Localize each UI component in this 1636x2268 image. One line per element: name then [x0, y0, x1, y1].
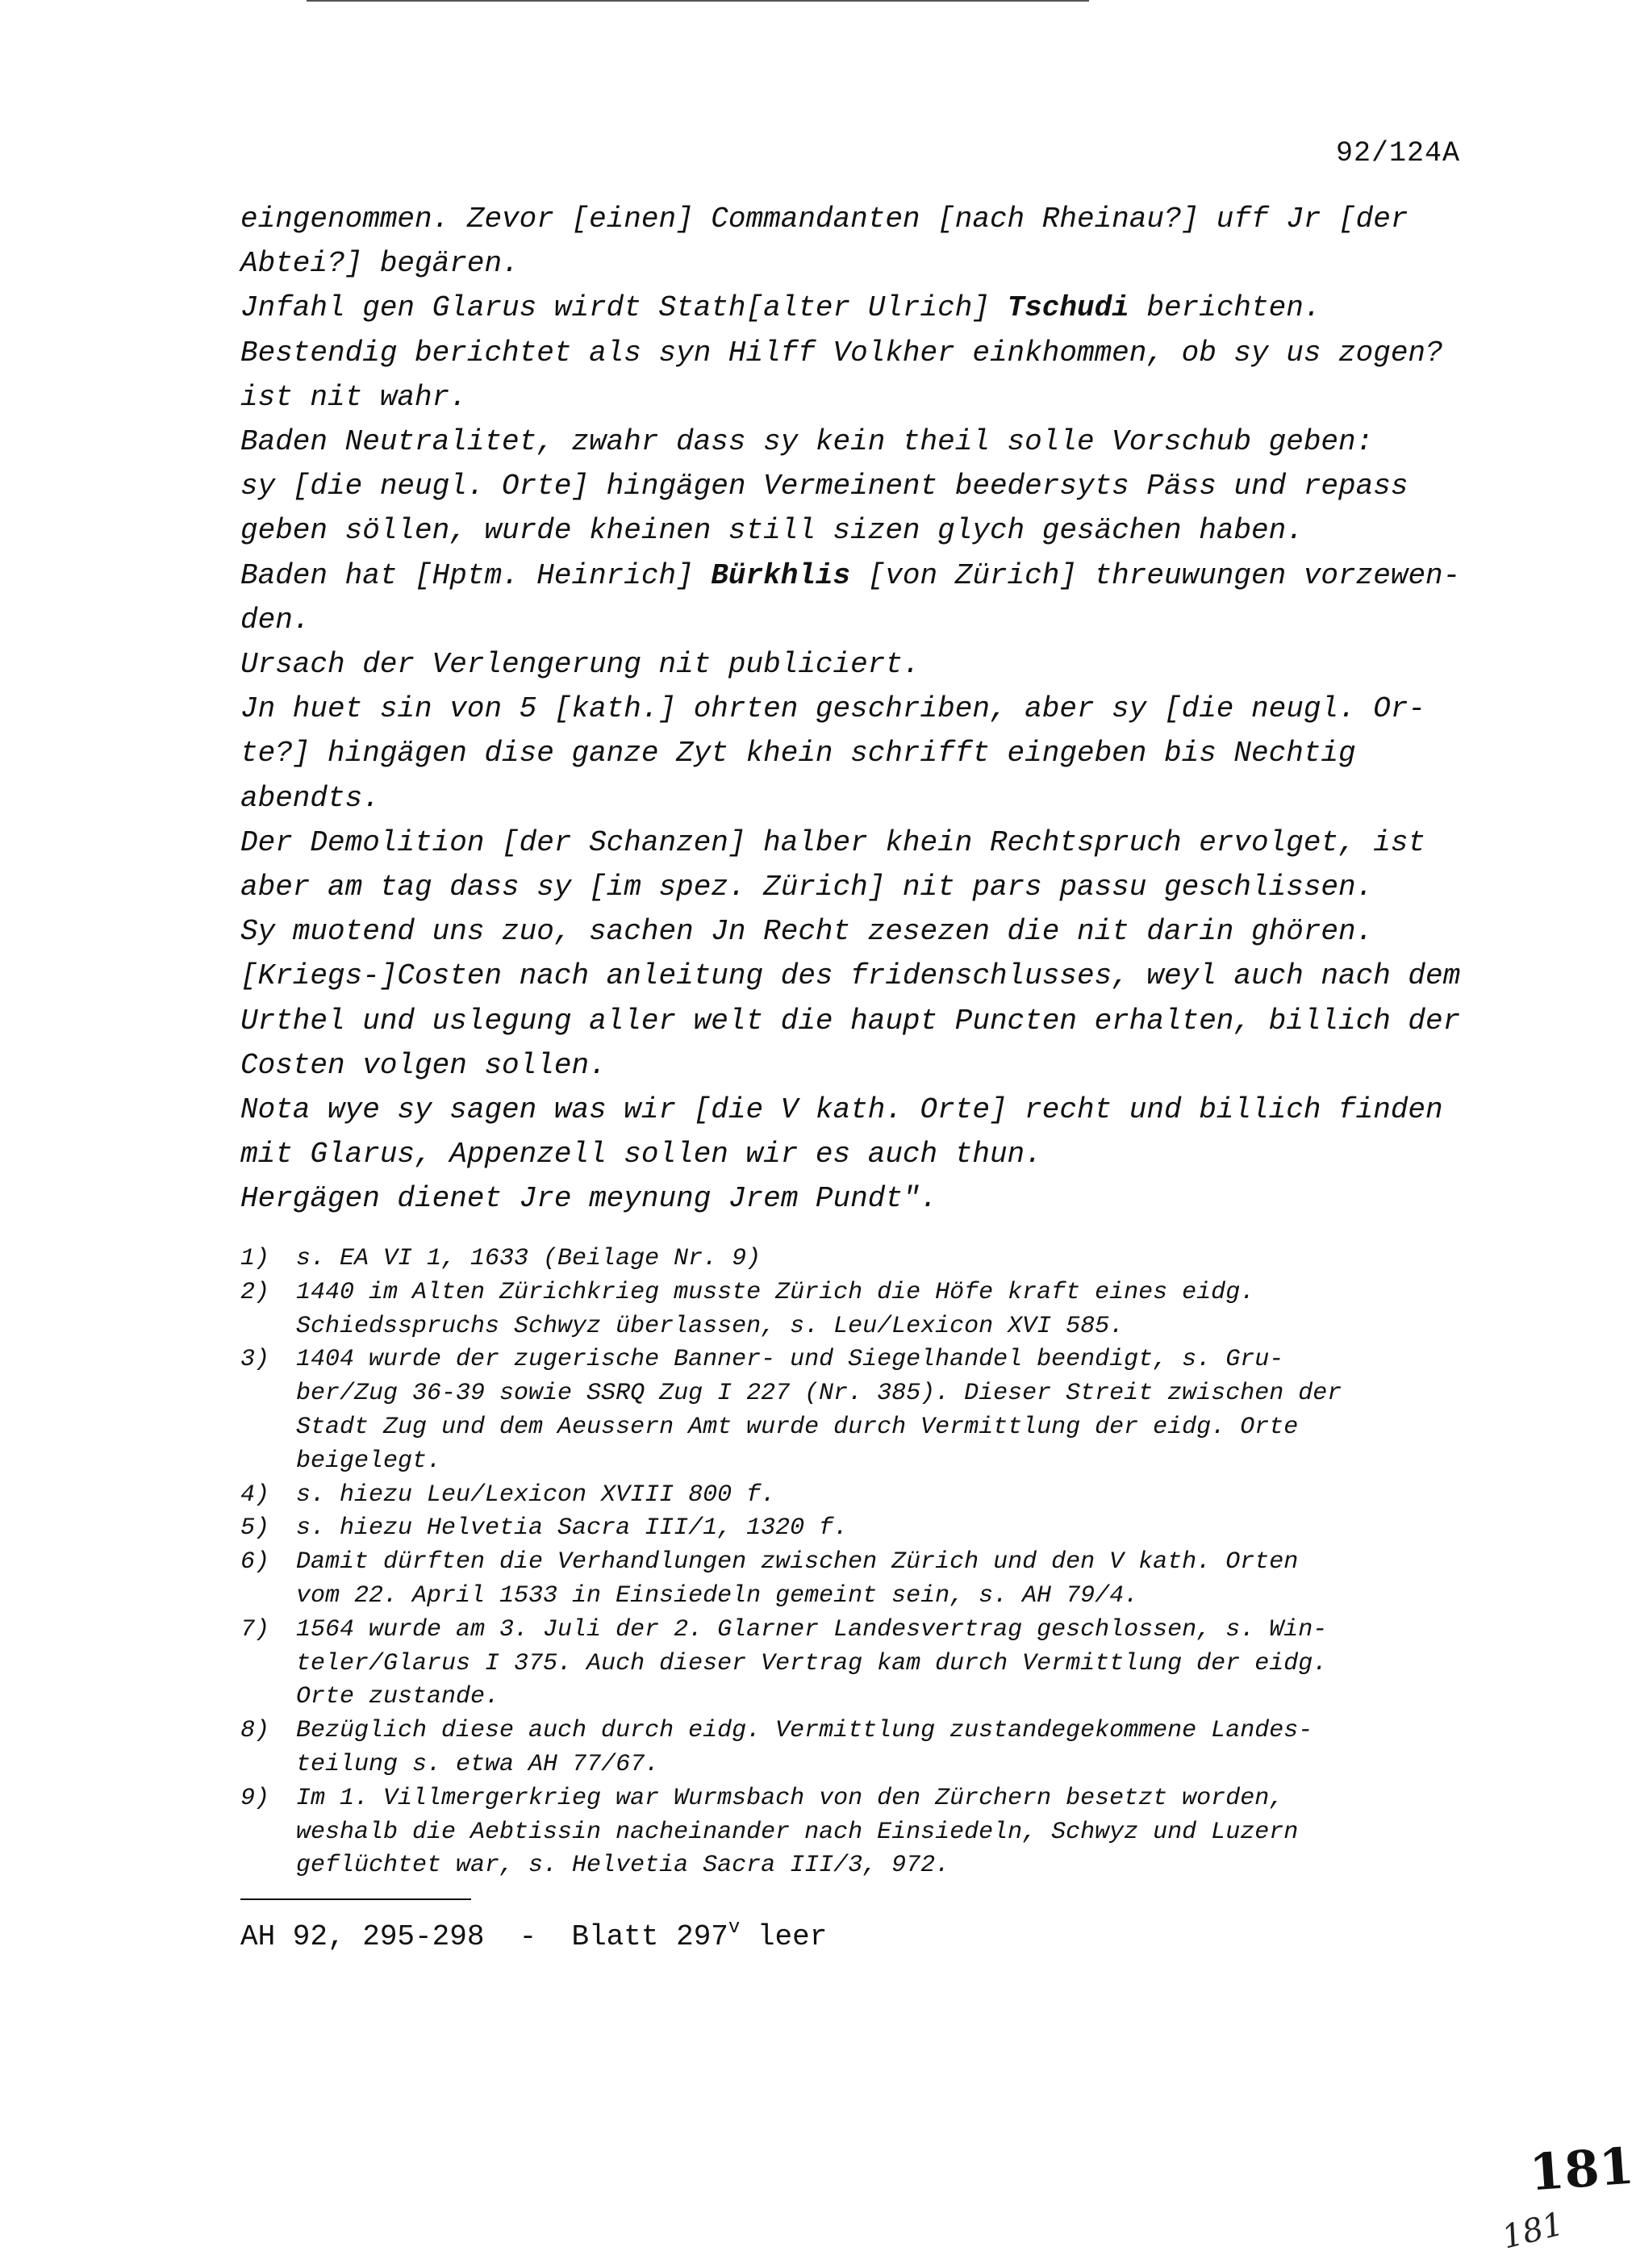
footnote-text [296, 1512, 1499, 1546]
footnote-line: geflüchtet war, s. Helvetia Sacra III/3, 972. [296, 1852, 950, 1880]
footnote-number: 6) [240, 1548, 270, 1577]
source-suffix: leer [740, 1920, 828, 1953]
footnote-separator-rule [240, 1898, 471, 1900]
body-line [240, 909, 1483, 954]
folio-handwritten-number: 181 [1498, 2205, 1567, 2257]
footnote-line: ber/Zug 36-39 sowie SSRQ Zug I 227 (Nr. 385). Dieser Streit zwischen der [296, 1380, 1342, 1408]
page-number: 92/124A [1335, 137, 1460, 169]
body-line [240, 731, 1483, 775]
body-line [240, 464, 1483, 508]
source-reference: AH 92, 295-298 - Blatt 297 [240, 1920, 728, 1953]
source-line [240, 1917, 828, 1953]
footnote [240, 1782, 1499, 1883]
body-line [240, 865, 1483, 909]
body-line [240, 197, 1483, 241]
footnote-text [296, 1715, 1499, 1782]
footnote [240, 1243, 1499, 1276]
body-line-text: ist nit wahr. [240, 380, 467, 414]
body-line-text: Baden hat [Hptm. Heinrich] [240, 558, 712, 592]
body-line [240, 954, 1483, 998]
footnote-line: vom 22. April 1533 in Einsiedeln gemeint sein, s. AH 79/4. [296, 1581, 1139, 1610]
footnote-text [296, 1546, 1499, 1614]
body-line-text: Sy muotend uns zuo, sachen Jn Recht zesezen die nit darin ghören. [240, 915, 1374, 949]
body-line-text: Abtei?] begären. [240, 247, 520, 281]
footnote [240, 1276, 1499, 1344]
footnote-text [296, 1614, 1499, 1715]
body-line [240, 1132, 1483, 1176]
body-line-text: aber am tag dass sy [im spez. Zürich] nit pars passu geschlissen. [240, 871, 1374, 904]
body-line-text-after: berichten. [1129, 291, 1321, 325]
body-line-text-after: [von Zürich] threuwungen vorzewen- [850, 558, 1461, 592]
body-line-text: sy [die neugl. Orte] hingägen Vermeinent beedersyts Päss und repass [240, 470, 1409, 503]
body-line-text: mit Glarus, Appenzell sollen wir es auch thun. [240, 1138, 1042, 1172]
footnote-number: 4) [240, 1481, 270, 1509]
body-line [240, 241, 1483, 286]
footnote-number: 9) [240, 1784, 270, 1812]
body-line-text: Jn huet sin von 5 [kath.] ohrten geschriben, aber sy [die neugl. Or- [240, 692, 1426, 726]
body-line-text: eingenommen. Zevor [einen] Commandanten [nach Rheinau?] uff Jr [der [240, 203, 1409, 236]
body-line-text: Baden Neutralitet, zwahr dass sy kein theil solle Vorschub geben: [240, 425, 1374, 459]
footnote [240, 1479, 1499, 1513]
body-line [240, 776, 1483, 821]
body-line [240, 687, 1483, 731]
footnote-text [296, 1479, 1499, 1513]
footnote-line: s. hiezu Leu/Lexicon XVIII 800 f. [296, 1481, 776, 1509]
body-line-text: Ursach der Verlengerung nit publiciert. [240, 648, 920, 682]
body-line-text: abendts. [240, 781, 380, 815]
footnote-text [296, 1343, 1499, 1478]
body-line-text: Costen volgen sollen. [240, 1048, 607, 1082]
body-line-text: [Kriegs-]Costen nach anleitung des fridenschlusses, weyl auch nach dem [240, 959, 1461, 993]
body-line-bold-name: Bürkhlis [711, 558, 851, 592]
body-line [240, 553, 1483, 598]
body-line [240, 598, 1483, 642]
footnote-line: weshalb die Aebtissin nacheinander nach Einsiedeln, Schwyz und Luzern [296, 1818, 1299, 1846]
footnote-line: teler/Glarus I 375. Auch dieser Vertrag kam durch Vermittlung der eidg. [296, 1649, 1328, 1677]
body-line [240, 375, 1483, 420]
body-line-text: Bestendig berichtet als syn Hilff Volkher einkhommen, ob sy us zogen? [240, 336, 1443, 370]
body-line [240, 286, 1483, 330]
footnote-text [296, 1782, 1499, 1883]
footnote-number: 1) [240, 1245, 270, 1272]
source-superscript: v [728, 1917, 741, 1939]
footnote-line: s. EA VI 1, 1633 (Beilage Nr. 9) [296, 1245, 762, 1272]
footnote-line: teilung s. etwa AH 77/67. [296, 1750, 660, 1778]
footnote-line: 1564 wurde am 3. Juli der 2. Glarner Landesvertrag geschlossen, s. Win- [296, 1615, 1328, 1644]
footnote-line: beigelegt. [296, 1447, 442, 1475]
body-line-bold-name: Tschudi [1007, 291, 1129, 325]
body-line-text: Jnfahl gen Glarus wirdt Stath[alter Ulrich] [240, 291, 1008, 325]
body-line-text: Hergägen dienet Jre meynung Jrem Pundt". [240, 1182, 938, 1216]
footnote-line: Im 1. Villmergerkrieg war Wurmsbach von den Zürchern besetzt worden, [296, 1784, 1284, 1812]
body-line [240, 420, 1483, 464]
body-line [240, 999, 1483, 1043]
top-edge-rule [307, 0, 1089, 2]
body-line-text: Urthel und uslegung aller welt die haupt Puncten erhalten, billich der [240, 1004, 1461, 1038]
footnote-number: 3) [240, 1346, 270, 1374]
footnote-number: 2) [240, 1278, 270, 1306]
body-line [240, 821, 1483, 865]
footnote-line: Damit dürften die Verhandlungen zwischen Zürich und den V kath. Orten [296, 1548, 1299, 1577]
footnotes-list [240, 1243, 1499, 1883]
body-line [240, 1088, 1483, 1132]
footnote [240, 1546, 1499, 1614]
body-line [240, 331, 1483, 375]
body-line-text: geben söllen, wurde kheinen still sizen glych gesächen haben. [240, 514, 1304, 548]
body-line-text: Der Demolition [der Schanzen] halber khein Rechtspruch ervolget, ist [240, 825, 1426, 859]
footnote-number: 8) [240, 1717, 270, 1745]
body-line [240, 642, 1483, 687]
footnote [240, 1715, 1499, 1782]
folio-stamp-number: 181 [1527, 2136, 1636, 2203]
body-text [240, 197, 1483, 1222]
footnote-line: Schiedsspruchs Schwyz überlassen, s. Leu/Lexicon XVI 585. [296, 1312, 1125, 1340]
footnote-number: 7) [240, 1615, 270, 1644]
footnote-line: Stadt Zug und dem Aeussern Amt wurde durch Vermittlung der eidg. Orte [296, 1413, 1299, 1441]
footnote-line: Orte zustande. [296, 1683, 500, 1711]
body-line [240, 1043, 1483, 1088]
footnote-line: s. hiezu Helvetia Sacra III/1, 1320 f. [296, 1514, 849, 1543]
footnote-line: 1440 im Alten Zürichkrieg musste Zürich die Höfe kraft eines eidg. [296, 1278, 1255, 1306]
body-line [240, 508, 1483, 553]
footnote-text [296, 1243, 1499, 1276]
body-line-text: den. [240, 603, 311, 637]
footnote-number: 5) [240, 1514, 270, 1543]
footnote-text [296, 1276, 1499, 1344]
body-line [240, 1176, 1483, 1221]
footnote [240, 1512, 1499, 1546]
body-line-text: te?] hingägen dise ganze Zyt khein schrifft eingeben bis Nechtig [240, 737, 1356, 771]
footnote [240, 1343, 1499, 1478]
footnote-line: 1404 wurde der zugerische Banner- und Siegelhandel beendigt, s. Gru- [296, 1346, 1284, 1374]
footnote [240, 1614, 1499, 1715]
body-line-text: Nota wye sy sagen was wir [die V kath. Orte] recht und billich finden [240, 1093, 1443, 1127]
footnote-line: Bezüglich diese auch durch eidg. Vermittlung zustandegekommene Landes- [296, 1717, 1313, 1745]
